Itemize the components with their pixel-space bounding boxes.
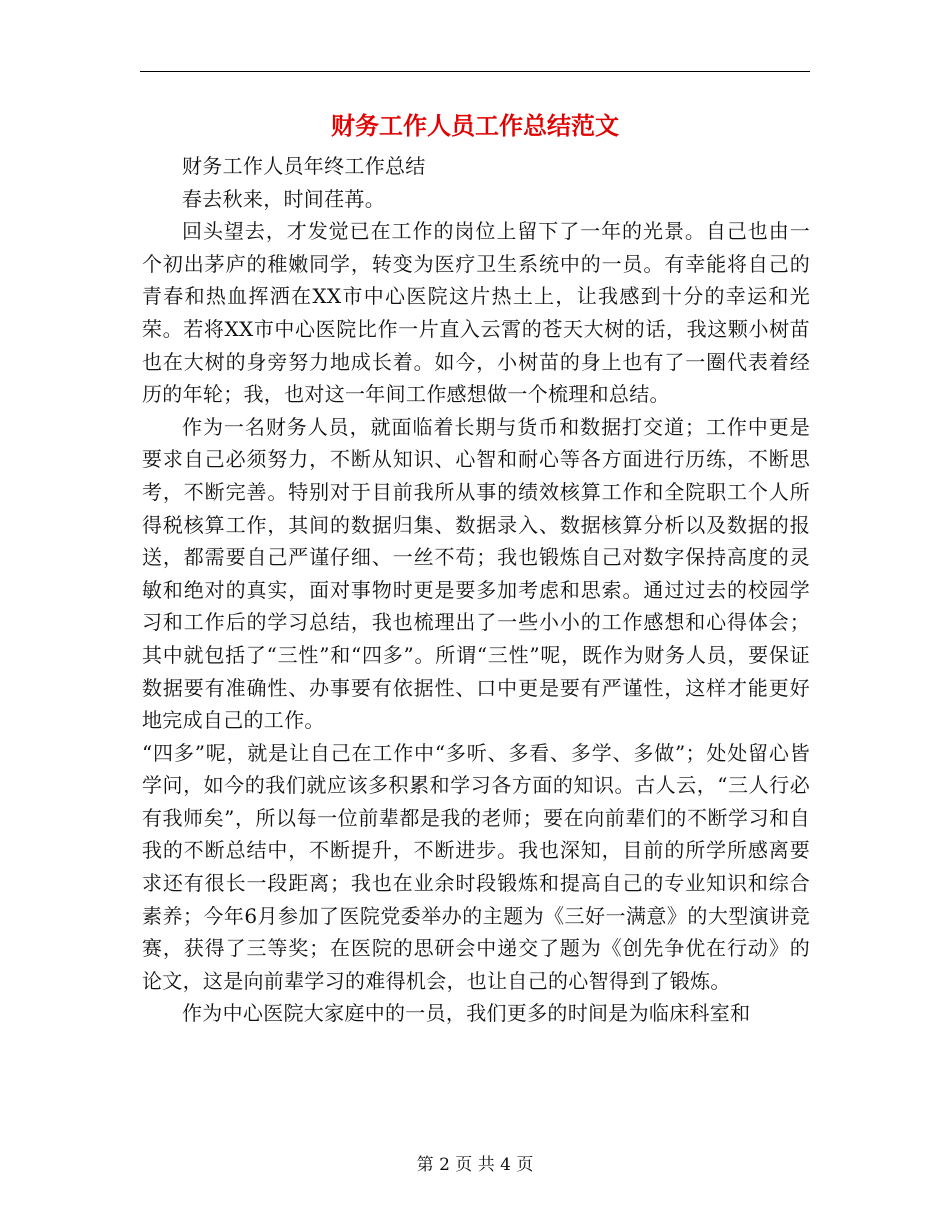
header-rule — [140, 71, 810, 72]
page-number-footer: 第 2 页 共 4 页 — [416, 1155, 534, 1175]
body-paragraph: 回头望去，才发觉已在工作的岗位上留下了一年的光景。自己也由一个初出茅庐的稚嫩同学，转变为医疗卫生系统中的一员。有幸能将自己的青春和热血挥洒在XX市中心医院这片热土上，让我感到十分的幸运和光荣。若将XX市中心医院比作一片直入云霄的苍天大树的话，我这颗小树苗也在大树的身旁努力地成长着。如今，小树苗的身上也有了一圈代表着经历的年轮；我，也对这一年间工作感想做一个梳理和总结。 — [142, 219, 810, 407]
body-paragraph: 作为中心医院大家庭中的一员，我们更多的时间是为临床科室和 — [182, 1001, 751, 1026]
document-title: 财务工作人员工作总结范文 — [331, 112, 619, 140]
body-paragraph: 作为一名财务人员，就面临着长期与货币和数据打交道；工作中更是要求自己必须努力，不断从知识、心智和耐心等各方面进行历练，不断思考，不断完善。特别对于目前我所从事的绩效核算工作和全院职工个人所得税核算工作，其间的数据归集、数据录入、数据核算分析以及数据的报送，都需要自己严谨仔细、一丝不苟；我也锻炼自己对数字保持高度的灵敏和绝对的真实，面对事物时更是要多加考虑和思索。通过过去的校园学习和工作后的学习总结，我也梳理出了一些小小的工作感想和心得体会；其中就包括了“三性”和“四多”。所谓“三性”呢，既作为财务人员，要保证数据要有准确性、办事要有依据性、口中更是要有严谨性，这样才能更好地完成自己的工作。 — [142, 414, 810, 733]
body-paragraph: “四多”呢，就是让自己在工作中“多听、多看、多学、多做”；处处留心皆学问，如今的我们就应该多积累和学习各方面的知识。古人云，“三人行必有我师矣”，所以每一位前辈都是我的老师；要在向前辈们的不断学习和自我的不断总结中，不断提升，不断进步。我也深知，目前的所学所感离要求还有很长一段距离；我也在业余时段锻炼和提高自己的专业知识和综合素养；今年6月参加了医院党委举办的主题为《三好一满意》的大型演讲竞赛，获得了三等奖；在医院的思研会中递交了题为《创先争优在行动》的论文，这是向前辈学习的难得机会，也让自己的心智得到了锻炼。 — [142, 740, 810, 993]
body-paragraph: 春去秋来，时间荏苒。 — [182, 186, 385, 211]
subtitle-paragraph: 财务工作人员年终工作总结 — [182, 154, 426, 178]
document-body — [142, 150, 810, 1030]
